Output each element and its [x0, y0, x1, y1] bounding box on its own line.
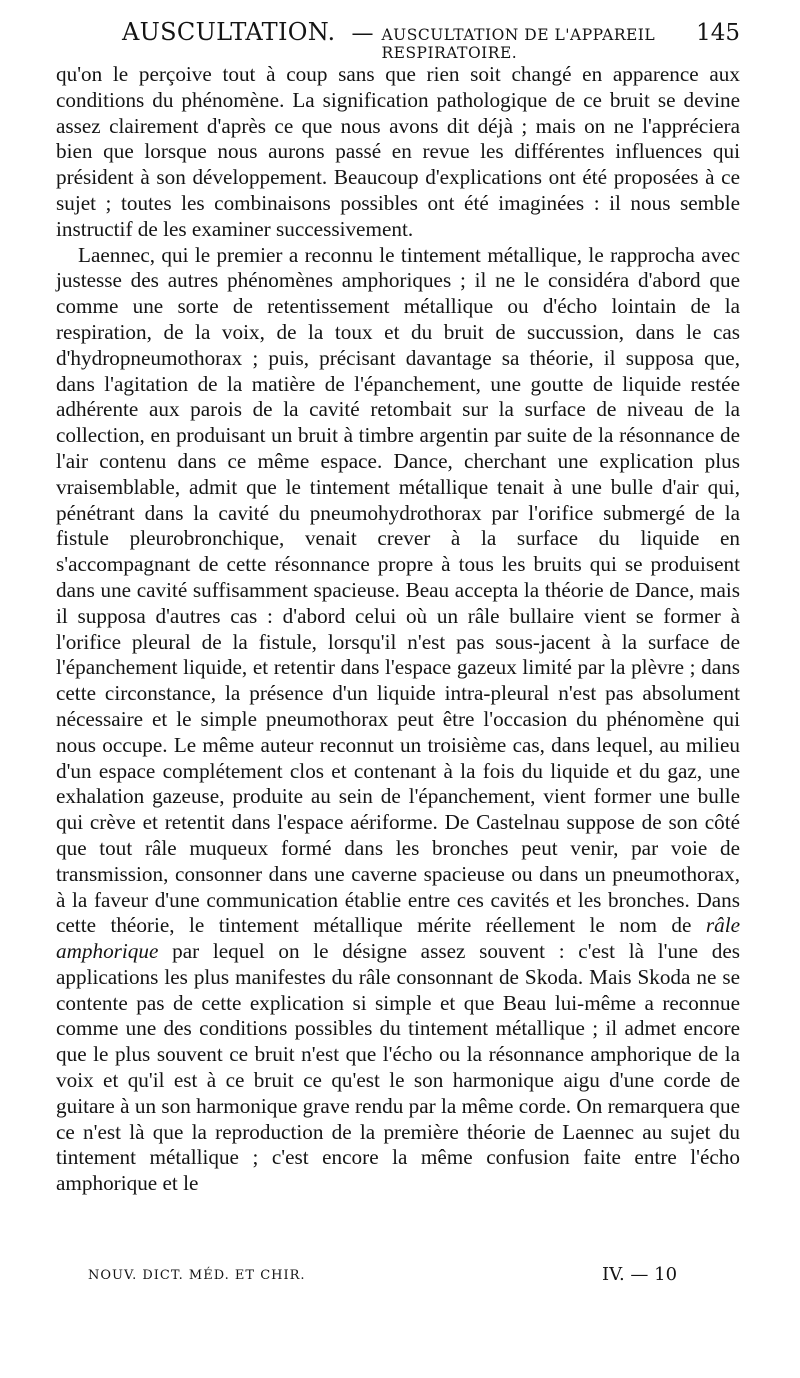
paragraph-2-text: Laennec, qui le premier a reconnu le tintement métallique, le rapprocha avec justesse des autres phénomènes amphoriques ; il ne le considéra d'abord que comme une sorte de retentissement métallique ou d'écho lointain de la respiration, de la voix, de la toux et du bruit de succussion, dans le cas d'hydropneumothorax ; puis, précisant davantage sa théorie, il supposa que, dans l'agitation de la matière de l'épanchement, une goutte de liquide restée adhérente aux parois de la cavité retombait sur la surface de niveau de la collection, en produisant un bruit à timbre argentin par suite de la résonnance de l'air contenu dans ce même espace. Dance, cherchant une explication plus vraisemblable, admit que le tintement métallique tenait à une bulle d'air qui, pénétrant dans la cavité du pneumohydrothorax par l'orifice submergé de la fistule pleurobronchique, venait crever à la surface du liquide en s'accompagnant de cette résonnance propre à tous les bruits qui se produisent dans une cavité suffisamment spacieuse. Beau accepta la théorie de Dance, mais il supposa d'autres cas : d'abord celui où un râle bullaire vient se former à l'orifice pleural de la fistule, lorsqu'il n'est pas sous-jacent à la surface de l'épanchement liquide, et retentir dans l'espace gazeux limité par la plèvre ; dans cette circonstance, la présence d'un liquide intra-pleural n'est pas absolument nécessaire et le simple pneumothorax peut être l'occasion du phénomène qui nous occupe. Le même auteur reconnut un troisième cas, dans lequel, au milieu d'un espace complétement clos et contenant à la fois du liquide et du gaz, une exhalation gazeuse, produite au sein de l'épanchement, vient former une bulle qui crève et retentit dans l'espace aériforme. De Castelnau suppose de son côté que tout râle muqueux formé dans les bronches peut venir, par voie de transmission, consonner dans une caverne spacieuse ou dans un pneumothorax, à la faveur d'une communication établie entre ces cavités et les bronches. Dans cette théorie, le tintement métallique mérite réellement le nom de: [56, 242, 740, 938]
running-header: [122, 18, 740, 62]
paragraph-1-text: qu'on le perçoive tout à coup sans que rien soit changé en apparence aux conditions du phénomène. La signification pathologique de ce bruit se devine assez clairement d'après ce que nous avons dit déjà ; mais on ne l'appréciera bien que lorsque nous aurons passé en revue les différentes influences qui président à son développement. Beaucoup d'explications ont été proposées à ce sujet ; toutes les combinaisons possibles ont été imaginées : il nous semble instructif de les examiner successivement.: [56, 62, 740, 241]
emphasized-term: râle amphorique: [56, 913, 740, 964]
page-footer: [88, 1264, 678, 1288]
body-text: [56, 62, 740, 1197]
paragraph-2-continuation: par lequel on le désigne assez souvent : c'est là l'une des applications les plus manifestes du râle consonnant de Skoda. Mais Skoda ne se contente pas de cette explication si simple et que Beau lui-même a reconnue comme une des conditions possibles du tintement métallique ; il admet encore que le plus souvent ce bruit n'est que l'écho ou la résonnance amphorique de la voix et qu'il est à ce bruit ce qu'est le son harmonique aigu d'une corde de guitare à un son harmonique grave rendu par la même corde. On remarquera que ce n'est là que la reproduction de la première théorie de Laennec au sujet du tintement métallique ; c'est encore la même confusion faite entre l'écho amphorique et le: [56, 939, 741, 1196]
header-subsection-title: AUSCULTATION DE L'APPAREIL RESPIRATOIRE.: [381, 26, 656, 62]
header-section-title: AUSCULTATION.: [122, 18, 336, 46]
paragraph-1: [56, 62, 740, 243]
paragraph-2: [56, 243, 740, 1197]
footer-signature: NOUV. DICT. MÉD. ET CHIR.: [88, 1268, 306, 1283]
header-dash: —: [351, 21, 374, 46]
page-number: 145: [696, 20, 740, 46]
footer-volume-sheet: IV. — 10: [602, 1264, 678, 1285]
